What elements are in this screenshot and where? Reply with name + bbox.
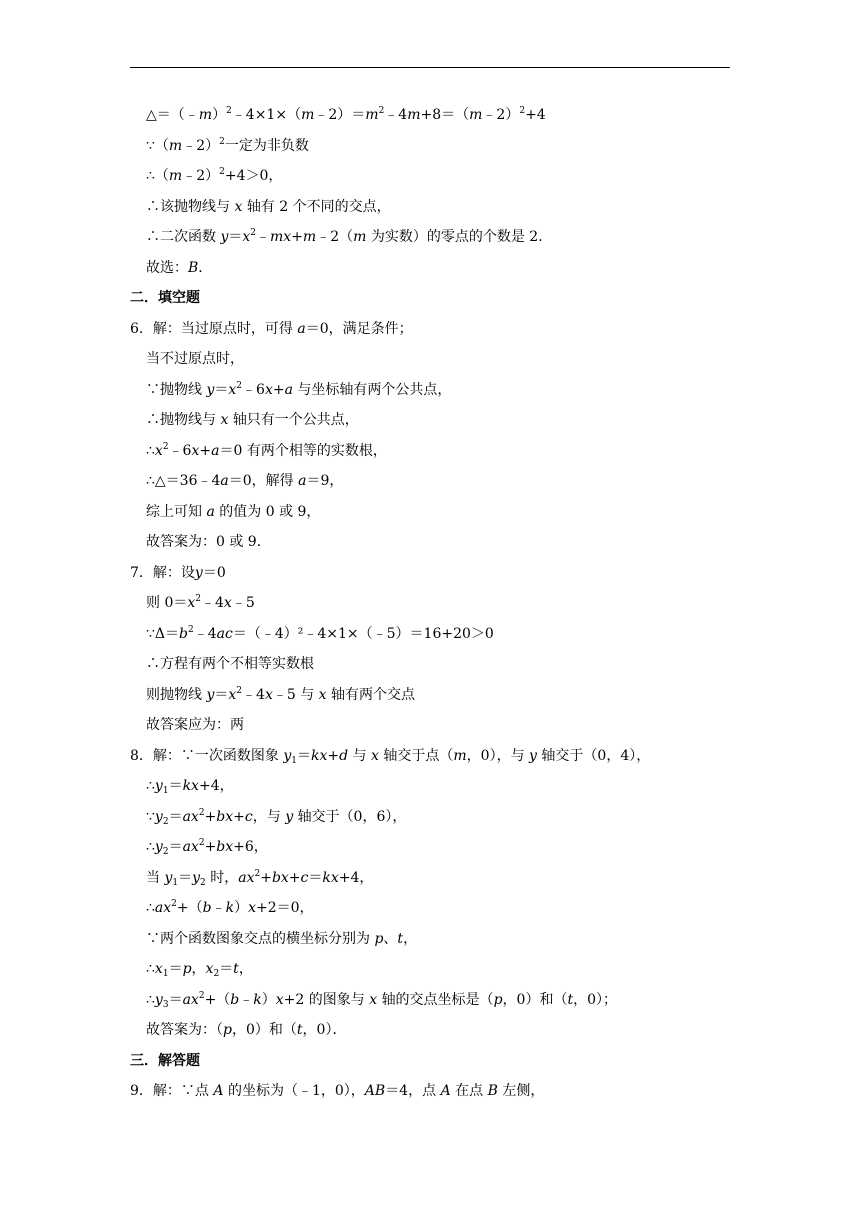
header-rule — [130, 67, 730, 68]
text-line: ∵抛物线 $y=x^2﹣6x+a$ 与坐标轴有两个公共点， — [146, 380, 452, 398]
text-line: 综上可知 a 的值为 0 或 9， — [146, 503, 321, 520]
text-line: ∵（m﹣2）$^2$一定为非负数 — [146, 136, 309, 154]
text-line: ∴二次函数 $y=x^2﹣mx+m﹣2(m$ 为实数）的零点的个数是 2． — [146, 228, 553, 245]
question-9: 9．解：∵点 A 的坐标为（﹣1，0），AB＝4，点 A 在点 B 左侧， — [130, 1083, 545, 1099]
section-title-fill-blank: 二．填空题 — [130, 290, 200, 306]
text-line: ∴（m﹣2）$^2$+4＞0， — [146, 167, 283, 184]
question-8: 8．解：∵一次函数图象 $y_1=kx+d$ 与 x 轴交于点（m，0），与 y 轴交于（0，4）， — [130, 747, 651, 766]
text-line: ∴△＝36﹣4a＝0，解得 a＝9， — [146, 473, 344, 489]
text-line: 当不过原点时， — [146, 351, 244, 367]
text-line: $\therefore y_1=kx+4$， — [146, 778, 234, 796]
text-line: ∵两个函数图象交点的横坐标分别为 p、t， — [146, 930, 418, 947]
text-line: $\because\Delta=b^2﹣4ac=(﹣4)^2﹣4\times 1\times(﹣5)=16+20>0$ — [146, 624, 494, 642]
text-line: $\therefore x_1=p$，$x_2=t$， — [146, 961, 253, 979]
section-title-answer: 三．解答题 — [130, 1052, 200, 1069]
question-6: 6．解：当过原点时，可得 a＝0，满足条件； — [130, 320, 413, 337]
text-line: 则 $0=x^2﹣4x﹣5$ — [146, 594, 255, 611]
text-line: ∴方程有两个不相等实数根 — [146, 656, 314, 672]
text-line: $\therefore y_3=ax^2+(b﹣k)x+2$ 的图象与 x 轴的交点坐标是（p，0）和（t，0）； — [146, 990, 618, 1010]
text-line: $\therefore y_2=ax^2+bx+6$， — [146, 838, 268, 857]
text-line: ∴抛物线与 x 轴只有一个公共点， — [146, 412, 359, 428]
text-line: 当 $y_1=y_2$ 时，$ax^2+bx+c=kx+4$， — [146, 868, 374, 888]
text-line: 故答案为：0 或 9． — [146, 534, 271, 550]
text-line: $\therefore x^2﹣6x+a=0$ 有两个相等的实数根， — [146, 441, 387, 459]
text-line: ∴该抛物线与 x 轴有 2 个不同的交点， — [146, 198, 391, 215]
text-line: $\triangle=(﹣m)^2﹣4\times 1\times(m﹣2)=m^2﹣4m+8=(m﹣2)^2+4$ — [146, 106, 546, 123]
text-line: 故答案应为：两 — [146, 717, 244, 733]
text-line: 则抛物线 $y=x^2﹣4x﹣5$ 与 x 轴有两个交点 — [146, 685, 416, 703]
question-7: 7．解：设y＝0 — [130, 564, 226, 581]
text-line: 故选：B． — [146, 259, 213, 276]
text-line: $\because y_2=ax^2+bx+c$，与 y 轴交于（0，6）， — [146, 807, 407, 827]
text-line: $\therefore ax^2+(b﹣k)x+2=0$， — [146, 899, 314, 916]
document-body — [130, 104, 750, 1111]
text-line: 故答案为：（p，0）和（t，0）． — [146, 1022, 347, 1038]
